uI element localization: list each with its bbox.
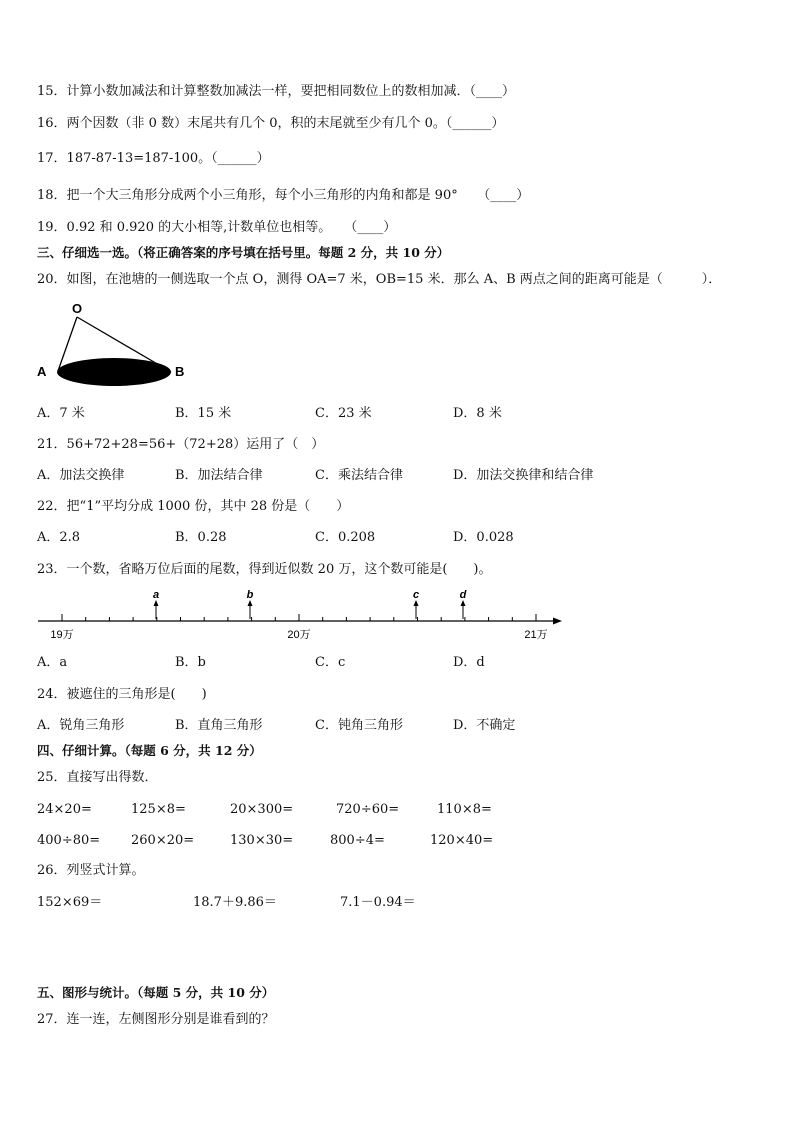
q25-row2-item: 130×30=	[230, 833, 294, 848]
q25-row2-item: 120×40=	[430, 833, 494, 848]
question-22: 22．把“1”平均分成 1000 份，其中 28 份是（ ）	[37, 499, 350, 514]
q24-option-b: B．直角三角形	[175, 718, 263, 733]
q25-row2-item: 800÷4=	[330, 833, 385, 848]
tick-label-19wan: 19万	[50, 629, 74, 641]
q22-option-d: D．0.028	[453, 530, 514, 545]
q21-option-d: D．加法交换律和结合律	[453, 468, 594, 483]
tick-label-20wan: 20万	[287, 629, 311, 641]
q25-row1-item: 720÷60=	[336, 802, 400, 817]
point-d-label: d	[459, 589, 467, 601]
q25-row1-item: 20×300=	[230, 802, 294, 817]
q25-row2-item: 400÷80=	[37, 833, 101, 848]
question-15: 15．计算小数加减法和计算整数加减法一样，要把相同数位上的数相加减．（____）	[37, 84, 516, 99]
q20-option-b: B．15 米	[175, 406, 232, 421]
question-18: 18．把一个大三角形分成两个小三角形，每个小三角形的内角和都是 90° （____）	[37, 188, 530, 203]
point-a-label: A	[37, 364, 47, 379]
point-b-label: b	[246, 589, 254, 601]
tick-label-21wan: 21万	[524, 629, 548, 641]
q26-item: 7.1－0.94＝	[340, 895, 416, 910]
section-4-heading: 四、仔细计算。（每题 6 分，共 12 分）	[37, 743, 262, 758]
q26-item: 18.7＋9.86＝	[193, 895, 277, 910]
q21-option-a: A．加法交换律	[37, 468, 125, 483]
question-19: 19．0.92 和 0.920 的大小相等,计数单位也相等。 （____）	[37, 220, 397, 235]
q24-option-d: D．不确定	[453, 718, 516, 733]
number-line-arrowhead	[553, 618, 562, 625]
q20-option-a: A．7 米	[37, 406, 85, 421]
question-21: 21．56+72+28=56+（72+28）运用了（ ）	[37, 437, 325, 452]
q21-option-b: B．加法结合律	[175, 468, 263, 483]
question-20: 20．如图，在池塘的一侧选取一个点 O，测得 OA=7 米，OB=15 米．那么 A、B 两点之间的距离可能是（ ）．	[37, 272, 722, 287]
question-26: 26．列竖式计算。	[37, 863, 145, 878]
q23-option-a: A．a	[37, 655, 68, 670]
question-16: 16．两个因数（非 0 数）末尾共有几个 0，积的末尾就至少有几个 0。（______）	[37, 116, 505, 131]
q25-row1-item: 125×8=	[131, 802, 186, 817]
q25-row2-item: 260×20=	[131, 833, 195, 848]
number-line-figure	[30, 586, 570, 642]
point-b-label: B	[175, 364, 185, 379]
q22-option-a: A．2.8	[37, 530, 81, 545]
q23-option-d: D．d	[453, 655, 485, 670]
question-27: 27．连一连，左侧图形分别是谁看到的？	[37, 1012, 275, 1027]
q24-option-c: C．钝角三角形	[315, 718, 403, 733]
q22-option-c: C．0.208	[315, 530, 376, 545]
q20-option-c: C．23 米	[315, 406, 372, 421]
number-line-ticks	[62, 614, 536, 621]
q22-option-b: B．0.28	[175, 530, 227, 545]
point-c-label: c	[412, 589, 420, 601]
q24-option-a: A．锐角三角形	[37, 718, 125, 733]
point-o-label: O	[72, 301, 83, 316]
q25-row1-item: 24×20=	[37, 802, 92, 817]
point-a-label: a	[152, 589, 160, 601]
section-3-heading: 三、仔细选一选。（将正确答案的序号填在括号里。每题 2 分，共 10 分）	[37, 245, 450, 260]
question-17: 17．187-87-13=187-100。（______）	[37, 151, 270, 166]
pond-shape	[57, 358, 171, 386]
question-23: 23．一个数，省略万位后面的尾数，得到近似数 20 万，这个数可能是( )。	[37, 562, 492, 577]
section-5-heading: 五、图形与统计。（每题 5 分，共 10 分）	[37, 985, 275, 1000]
question-25: 25．直接写出得数．	[37, 770, 158, 785]
q25-row1-item: 110×8=	[437, 802, 492, 817]
q23-option-b: B．b	[175, 655, 206, 670]
q21-option-c: C．乘法结合律	[315, 468, 403, 483]
q26-item: 152×69＝	[37, 895, 103, 910]
pond-figure	[30, 296, 200, 388]
q23-option-c: C．c	[315, 655, 346, 670]
question-24: 24．被遮住的三角形是( )	[37, 687, 207, 702]
q20-option-d: D．8 米	[453, 406, 502, 421]
